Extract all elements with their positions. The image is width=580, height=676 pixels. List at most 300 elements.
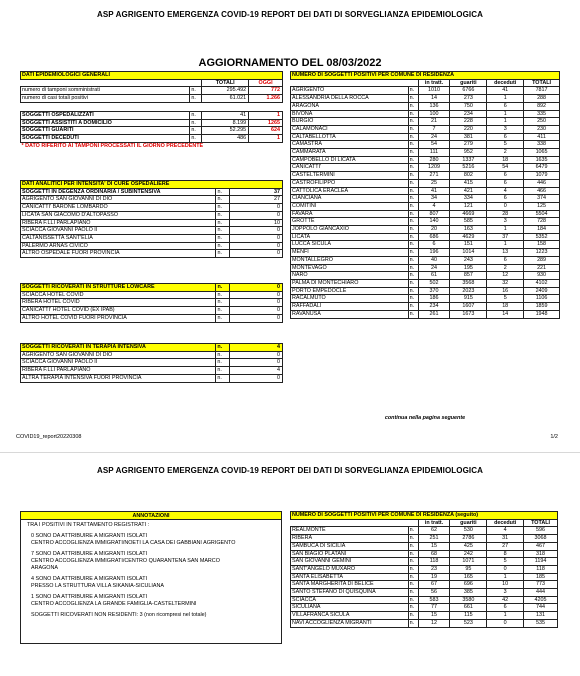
recovered-value: 696: [450, 581, 487, 589]
lowcare-table: [20, 283, 283, 323]
today-value: 1.266: [249, 95, 283, 103]
comune-row: [291, 133, 560, 141]
unit-label: n.: [408, 164, 418, 172]
recovered-value: 585: [450, 218, 487, 226]
comune-name: NAVI ACCOGLIENZA MIGRANTI: [291, 619, 409, 627]
deceased-value: 27: [487, 542, 524, 550]
deceased-value: 1: [487, 226, 524, 234]
hospital-row: [21, 344, 283, 352]
comune-row: [291, 118, 560, 126]
recovered-value: 1607: [450, 303, 487, 311]
annotation-line: ARAGONA: [31, 565, 58, 571]
hospital-row: [21, 299, 283, 307]
deceased-value: 6: [487, 133, 524, 141]
total-value: 1223: [524, 249, 560, 257]
comune-name: SICULIANA: [291, 604, 409, 612]
deceased-value: 16: [487, 287, 524, 295]
in-treatment-value: 370: [418, 287, 450, 295]
hospital-row: [21, 314, 283, 322]
unit-label: n.: [190, 134, 202, 142]
total-value: 892: [524, 102, 560, 110]
deceased-value: 41: [487, 87, 524, 95]
total-value: 1065: [524, 149, 560, 157]
deceased-value: 3: [487, 125, 524, 133]
unit-label: n.: [408, 102, 418, 110]
unit-label: n.: [216, 234, 230, 242]
deceased-value: 1: [487, 118, 524, 126]
row-label: SOGGETTI DECEDUTI: [21, 134, 190, 142]
recovered-value: 2023: [450, 287, 487, 295]
deceased-value: 4: [487, 187, 524, 195]
unit-label: n.: [216, 299, 230, 307]
comune-row: [291, 558, 558, 566]
in-treatment-value: 140: [418, 218, 450, 226]
recovered-value: 425: [450, 542, 487, 550]
facility-label: LICATA SAN GIACOMO D'ALTOPASSO: [21, 211, 216, 219]
comune-name: REALMONTE: [291, 527, 409, 535]
patient-count: 0: [230, 374, 283, 382]
recovered-value: 151: [450, 241, 487, 249]
recovered-value: 415: [450, 179, 487, 187]
comune-row: [291, 264, 560, 272]
facility-label: SOGGETTI RICOVERATI IN STRUTTURE LOWCARE: [21, 284, 216, 292]
comune-name: CASTROFILIPPO: [291, 179, 409, 187]
comune-name: MONTEVAGO: [291, 264, 409, 272]
comune-name: MENFI: [291, 249, 409, 257]
patient-count: 0: [230, 204, 283, 212]
in-treatment-value: 583: [418, 596, 450, 604]
comune-row: [291, 164, 560, 172]
deceased-value: 1: [487, 95, 524, 103]
recovered-value: 3580: [450, 596, 487, 604]
in-treatment-value: 234: [418, 303, 450, 311]
unit-label: n.: [216, 314, 230, 322]
comune-row: [291, 581, 558, 589]
deceased-value: 3: [487, 218, 524, 226]
patient-count: 0: [230, 299, 283, 307]
comune-name: MONTALLEGRO: [291, 256, 409, 264]
unit-label: n.: [408, 589, 418, 597]
facility-label: SCIACCA GIOVANNI PAOLO II: [21, 359, 216, 367]
unit-label: n.: [408, 210, 418, 218]
total-value: 338: [524, 141, 560, 149]
recovered-value: 242: [450, 550, 487, 558]
comune-name: CATTOLICA ERACLEA: [291, 187, 409, 195]
deceased-value: 18: [487, 156, 524, 164]
recovered-value: 915: [450, 295, 487, 303]
unit-label: n.: [216, 374, 230, 382]
comuni-title: NUMERO DI SOGGETTI POSITIVI PER COMUNE DI RESIDENZA: [291, 72, 560, 80]
comune-name: RIBERA: [291, 535, 409, 543]
in-treatment-value: 100: [418, 110, 450, 118]
hospital-row: [21, 196, 283, 204]
comune-row: [291, 589, 558, 597]
hospital-row: [21, 204, 283, 212]
unit-label: n.: [216, 227, 230, 235]
annotation-line: 0 SONO DA ATTRIBUIRE A MIGRANTI ISOLATI: [31, 533, 148, 539]
unit-label: n.: [408, 202, 418, 210]
deceased-value: 0: [487, 565, 524, 573]
deceased-value: 2: [487, 264, 524, 272]
unit-label: n.: [408, 604, 418, 612]
hospital-row: [21, 188, 283, 196]
in-treatment-value: 807: [418, 210, 450, 218]
total-value: 8.199: [202, 119, 249, 127]
deceased-value: 18: [487, 303, 524, 311]
in-treatment-value: 686: [418, 233, 450, 241]
row-label: SOGGETTI OSPEDALIZZATI: [21, 111, 190, 119]
patient-count: 0: [230, 242, 283, 250]
unit-label: n.: [216, 359, 230, 367]
today-value: 1265: [249, 119, 283, 127]
deceased-value: 6: [487, 256, 524, 264]
deceased-value: 32: [487, 279, 524, 287]
annotation-line: CENTRO ACCOGLIENZA LA GRANDE FAMIGLIA-CASTELTERMINI: [31, 601, 197, 607]
facility-label: SOGGETTI IN DEGENZA ORDINARIA / SUBINTENSIVA: [21, 188, 216, 196]
in-treatment-value: 34: [418, 195, 450, 203]
annotation-line: 1 SONO DA ATTRIBUIRE A MIGRANTI ISOLATI: [31, 594, 148, 600]
unit-label: n.: [216, 242, 230, 250]
unit-label: n.: [408, 279, 418, 287]
general-row: [21, 134, 283, 142]
hospital-row: [21, 250, 283, 258]
recovered-value: 802: [450, 172, 487, 180]
deceased-value: 3: [487, 589, 524, 597]
general-row: [21, 111, 283, 119]
column-header: in tratt.: [418, 79, 450, 87]
total-value: 118: [524, 565, 558, 573]
total-value: 131: [524, 612, 558, 620]
patient-count: 0: [230, 234, 283, 242]
comune-name: SAN GIOVANNI GEMINI: [291, 558, 409, 566]
patient-count: 0: [230, 227, 283, 235]
comune-name: SANTA MARGHERITA DI BELICE: [291, 581, 409, 589]
unit-label: n.: [408, 195, 418, 203]
unit-label: n.: [408, 612, 418, 620]
patient-count: 0: [230, 359, 283, 367]
annotation-line: PRESSO LA STRUTTURA VILLA SIKANIA-SICULIANA: [31, 583, 165, 589]
total-value: 61.021: [202, 95, 249, 103]
deceased-value: 6: [487, 195, 524, 203]
in-treatment-value: 15: [418, 542, 450, 550]
comune-row: [291, 542, 558, 550]
in-treatment-value: 62: [418, 527, 450, 535]
comune-name: CALTABELLOTTA: [291, 133, 409, 141]
comune-name: SANT'ANGELO MUXARO: [291, 565, 409, 573]
general-note: * DATO RIFERITO AI TAMPONI PROCESSATI IL GIORNO PRECEDENTE: [21, 142, 204, 149]
hospital-row: [21, 351, 283, 359]
unit-label: n.: [408, 118, 418, 126]
unit-label: n.: [216, 367, 230, 375]
recovered-value: 857: [450, 272, 487, 280]
total-value: 250: [524, 118, 560, 126]
total-value: 288: [524, 95, 560, 103]
comune-name: NARO: [291, 272, 409, 280]
deceased-value: 5: [487, 558, 524, 566]
in-treatment-value: 261: [418, 310, 450, 318]
recovered-value: 334: [450, 195, 487, 203]
comune-row: [291, 202, 560, 210]
recovered-value: 523: [450, 619, 487, 627]
patient-count: 0: [230, 307, 283, 315]
facility-label: ALTRO HOTEL COVID FUORI PROVINCIA: [21, 314, 216, 322]
recovered-value: 220: [450, 125, 487, 133]
col-totali: TOTALI: [202, 79, 249, 87]
total-value: 184: [524, 226, 560, 234]
total-value: 318: [524, 550, 558, 558]
comune-row: [291, 303, 560, 311]
deceased-value: 1: [487, 241, 524, 249]
total-value: 1194: [524, 558, 558, 566]
recovered-value: 750: [450, 102, 487, 110]
comune-name: PORTO EMPEDOCLE: [291, 287, 409, 295]
unit-label: n.: [408, 550, 418, 558]
comune-name: RAFFADALI: [291, 303, 409, 311]
comune-name: BIVONA: [291, 110, 409, 118]
col-oggi: OGGI: [249, 79, 283, 87]
total-value: 728: [524, 218, 560, 226]
recovered-value: 4669: [450, 210, 487, 218]
comune-name: AGRIGENTO: [291, 87, 409, 95]
unit-label: n.: [408, 619, 418, 627]
unit-label: n.: [190, 111, 202, 119]
deceased-value: 1: [487, 573, 524, 581]
unit-label: n.: [408, 133, 418, 141]
in-treatment-value: 14: [418, 95, 450, 103]
in-treatment-value: 21: [418, 118, 450, 126]
in-treatment-value: 23: [418, 565, 450, 573]
unit-label: n.: [408, 256, 418, 264]
unit-label: n.: [216, 291, 230, 299]
total-value: 221: [524, 264, 560, 272]
total-value: 1635: [524, 156, 560, 164]
comune-row: [291, 156, 560, 164]
unit-label: n.: [408, 179, 418, 187]
comune-name: RACALMUTO: [291, 295, 409, 303]
today-value: 1: [249, 134, 283, 142]
in-treatment-value: 20: [418, 226, 450, 234]
comune-row: [291, 149, 560, 157]
row-label: numero di casi totali positivi: [21, 95, 190, 103]
comuni-table: [290, 71, 560, 319]
comune-row: [291, 102, 560, 110]
comune-name: ALESSANDRIA DELLA ROCCA: [291, 95, 409, 103]
comune-row: [291, 125, 560, 133]
in-treatment-value: 111: [418, 149, 450, 157]
comune-name: JOPPOLO GIANCAXIO: [291, 226, 409, 234]
total-value: 4205: [524, 596, 558, 604]
general-row: [21, 119, 283, 127]
column-header: guariti: [450, 519, 487, 527]
hospital-intensity-table: [20, 180, 283, 258]
total-value: 1106: [524, 295, 560, 303]
comune-row: [291, 195, 560, 203]
comune-name: SANTO STEFANO DI QUISQUINA: [291, 589, 409, 597]
deceased-value: 31: [487, 535, 524, 543]
facility-label: RIBERA HOTEL COVID: [21, 299, 216, 307]
patient-count: 0: [230, 211, 283, 219]
unit-label: n.: [190, 127, 202, 135]
comune-row: [291, 287, 560, 295]
recovered-value: 243: [450, 256, 487, 264]
unit-label: n.: [408, 226, 418, 234]
facility-label: AGRIGENTO SAN GIOVANNI DI DIO: [21, 196, 216, 204]
total-value: 6479: [524, 164, 560, 172]
in-treatment-value: 1209: [418, 164, 450, 172]
hospital-row: [21, 219, 283, 227]
facility-label: PALERMO ARNAS CIVICO: [21, 242, 216, 250]
total-value: 335: [524, 110, 560, 118]
general-row: [21, 95, 283, 103]
total-value: 374: [524, 195, 560, 203]
total-value: 185: [524, 573, 558, 581]
unit-label: n.: [216, 211, 230, 219]
facility-label: RIBERA F.LLI PARLAPIANO: [21, 367, 216, 375]
comune-row: [291, 619, 558, 627]
comune-row: [291, 172, 560, 180]
general-data-table: [20, 71, 283, 149]
comune-row: [291, 218, 560, 226]
recovered-value: 234: [450, 110, 487, 118]
unit-label: n.: [408, 272, 418, 280]
comune-row: [291, 141, 560, 149]
page-number: 1/2: [550, 434, 558, 440]
unit-label: n.: [408, 187, 418, 195]
unit-label: n.: [408, 241, 418, 249]
patient-count: 0: [230, 250, 283, 258]
facility-label: ALTRO OSPEDALE FUORI PROVINCIA: [21, 250, 216, 258]
in-treatment-value: 251: [418, 535, 450, 543]
hospital-row: [21, 359, 283, 367]
total-value: 295.492: [202, 87, 249, 95]
in-treatment-value: 24: [418, 133, 450, 141]
recovered-value: 3568: [450, 279, 487, 287]
report-header: ASP AGRIGENTO EMERGENZA COVID-19 REPORT DEI DATI DI SORVEGLIANZA EPIDEMIOLOGICA: [96, 10, 483, 19]
recovered-value: 952: [450, 149, 487, 157]
unit-label: n.: [216, 196, 230, 204]
recovered-value: 2786: [450, 535, 487, 543]
deceased-value: 6: [487, 604, 524, 612]
comune-row: [291, 226, 560, 234]
in-treatment-value: 502: [418, 279, 450, 287]
in-treatment-value: 271: [418, 172, 450, 180]
unit-label: n.: [408, 95, 418, 103]
comune-row: [291, 210, 560, 218]
unit-label: n.: [408, 249, 418, 257]
deceased-value: 6: [487, 179, 524, 187]
comune-row: [291, 241, 560, 249]
comune-name: RAVANUSA: [291, 310, 409, 318]
deceased-value: 0: [487, 202, 524, 210]
total-value: 486: [202, 134, 249, 142]
unit-label: n.: [408, 535, 418, 543]
comune-row: [291, 604, 558, 612]
recovered-value: 661: [450, 604, 487, 612]
comune-name: ARAGONA: [291, 102, 409, 110]
recovered-value: 163: [450, 226, 487, 234]
row-label: numero di tamponi somministrati: [21, 87, 190, 95]
deceased-value: 4: [487, 527, 524, 535]
comune-name: CAMASTRA: [291, 141, 409, 149]
in-treatment-value: 280: [418, 156, 450, 164]
row-label: SOGGETTI ASSISTITI A DOMICILIO: [21, 119, 190, 127]
comune-row: [291, 310, 560, 318]
total-value: 230: [524, 125, 560, 133]
in-treatment-value: 77: [418, 604, 450, 612]
patient-count: 27: [230, 196, 283, 204]
comune-name: SANTA ELISABETTA: [291, 573, 409, 581]
comune-name: CAMMARATA: [291, 149, 409, 157]
total-value: 1948: [524, 310, 560, 318]
comune-row: [291, 233, 560, 241]
recovered-value: 1071: [450, 558, 487, 566]
row-label: SOGGETTI GUARITI: [21, 127, 190, 135]
patient-count: 0: [230, 314, 283, 322]
patient-count: 0: [230, 291, 283, 299]
unit-label: n.: [190, 95, 202, 103]
facility-label: SCIACCA GIOVANNI PAOLO II: [21, 227, 216, 235]
deceased-value: 13: [487, 249, 524, 257]
unit-label: n.: [408, 573, 418, 581]
deceased-value: 1: [487, 110, 524, 118]
recovered-value: 273: [450, 95, 487, 103]
facility-label: CALTANISSETTA SANT'ELIA: [21, 234, 216, 242]
comune-name: VILLAFRANCA SICULA: [291, 612, 409, 620]
intensity-title: DATI ANALITICI PER INTENSITA' DI CURE OSPEDALIERE: [21, 181, 283, 189]
total-value: 744: [524, 604, 558, 612]
patient-count: 10: [230, 219, 283, 227]
recovered-value: 195: [450, 264, 487, 272]
comune-name: SAN BIAGIO PLATANI: [291, 550, 409, 558]
unit-label: n.: [408, 596, 418, 604]
column-header: deceduti: [487, 519, 524, 527]
unit-label: n.: [408, 542, 418, 550]
unit-label: n.: [408, 303, 418, 311]
update-date-title: AGGIORNAMENTO DEL 08/03/2022: [198, 57, 382, 69]
in-treatment-value: 61: [418, 272, 450, 280]
total-value: 4102: [524, 279, 560, 287]
unit-label: n.: [216, 250, 230, 258]
recovered-value: 279: [450, 141, 487, 149]
deceased-value: 8: [487, 550, 524, 558]
in-treatment-value: 54: [418, 141, 450, 149]
in-treatment-value: 6: [418, 241, 450, 249]
comune-row: [291, 565, 558, 573]
recovered-value: 95: [450, 565, 487, 573]
deceased-value: 2: [487, 149, 524, 157]
patient-count: 4: [230, 367, 283, 375]
unit-label: n.: [408, 125, 418, 133]
column-header: TOTALI: [524, 519, 558, 527]
total-value: 1859: [524, 303, 560, 311]
comune-row: [291, 279, 560, 287]
comune-row: [291, 550, 558, 558]
comune-row: [291, 256, 560, 264]
comune-row: [291, 573, 558, 581]
comune-row: [291, 110, 560, 118]
today-value: 624: [249, 127, 283, 135]
unit-label: n.: [216, 307, 230, 315]
unit-label: n.: [216, 344, 230, 352]
comune-row: [291, 272, 560, 280]
deceased-value: 1: [487, 612, 524, 620]
recovered-value: 385: [450, 589, 487, 597]
hospital-row: [21, 284, 283, 292]
today-value: 1: [249, 111, 283, 119]
recovered-value: 6766: [450, 87, 487, 95]
deceased-value: 6: [487, 102, 524, 110]
total-value: 1079: [524, 172, 560, 180]
